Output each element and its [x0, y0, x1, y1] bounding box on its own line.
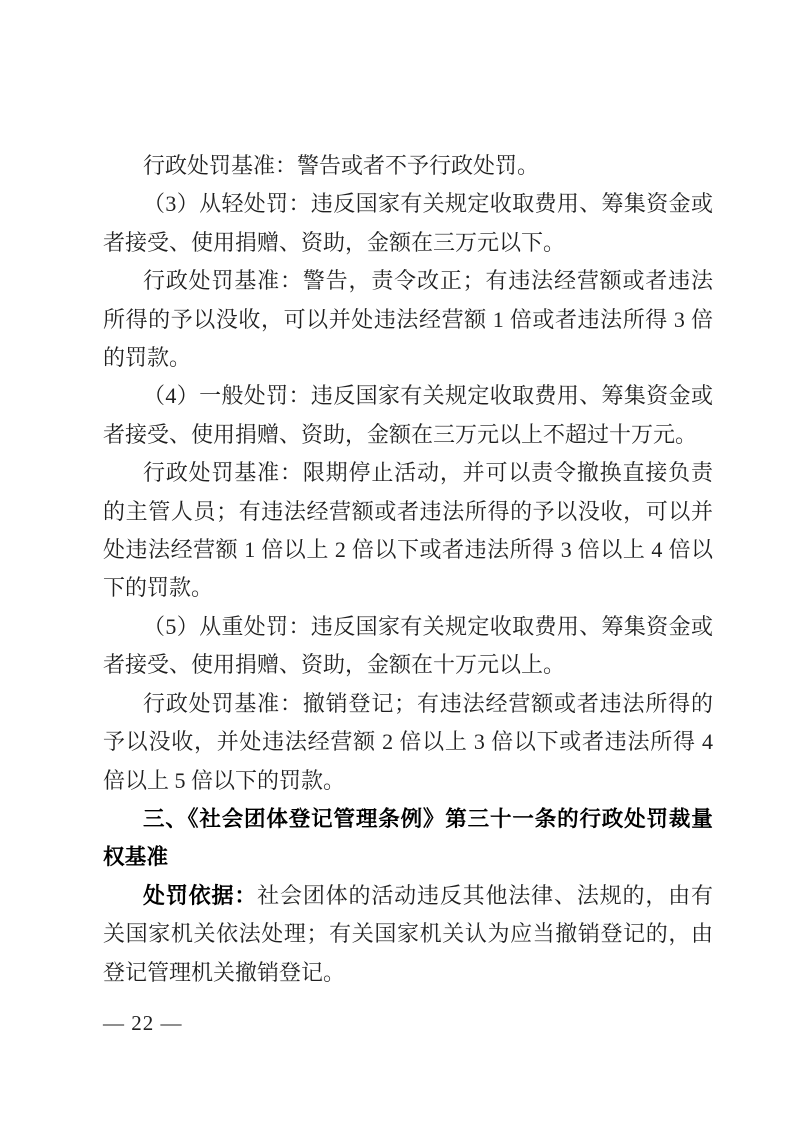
section-heading: 三、《社会团体登记管理条例》第三十一条的行政处罚裁量权基准 [103, 806, 713, 870]
page-footer [103, 1006, 183, 1040]
paragraph: （3）从轻处罚：违反国家有关规定收取费用、筹集资金或者接受、使用捐赠、资助，金额在三万元以下。 [103, 191, 713, 255]
paragraph: 行政处罚基准：警告，责令改正；有违法经营额或者违法所得的予以没收，可以并处违法经营额 1 倍或者违法所得 3 倍的罚款。 [103, 268, 713, 371]
document-body [103, 147, 713, 992]
paragraph: （5）从重处罚：违反国家有关规定收取费用、筹集资金或者接受、使用捐赠、资助，金额在十万元以上。 [103, 613, 713, 678]
paragraph: 行政处罚基准：限期停止活动，并可以责令撤换直接负责的主管人员；有违法经营额或者违法所得的予以没收，可以并处违法经营额 1 倍以上 2 倍以下或者违法所得 3 倍以上 4 倍以下的罚款。 [103, 460, 713, 601]
paragraph: 处罚依据：社会团体的活动违反其他法律、法规的，由有关国家机关依法处理；有关国家机关认为应当撤销登记的，由登记管理机关撤销登记。 [103, 882, 713, 985]
paragraph: 行政处罚基准：警告或者不予行政处罚。 [143, 153, 540, 178]
paragraph: （4）一般处罚：违反国家有关规定收取费用、筹集资金或者接受、使用捐赠、资助，金额在三万元以上不超过十万元。 [103, 383, 713, 447]
page-number: — 22 — [103, 1010, 183, 1035]
paragraph: 行政处罚基准：撤销登记；有违法经营额或者违法所得的予以没收，并处违法经营额 2 倍以上 3 倍以下或者违法所得 4 倍以上 5 倍以下的罚款。 [103, 690, 713, 793]
paragraph-lead-bold: 处罚依据： [143, 882, 258, 908]
